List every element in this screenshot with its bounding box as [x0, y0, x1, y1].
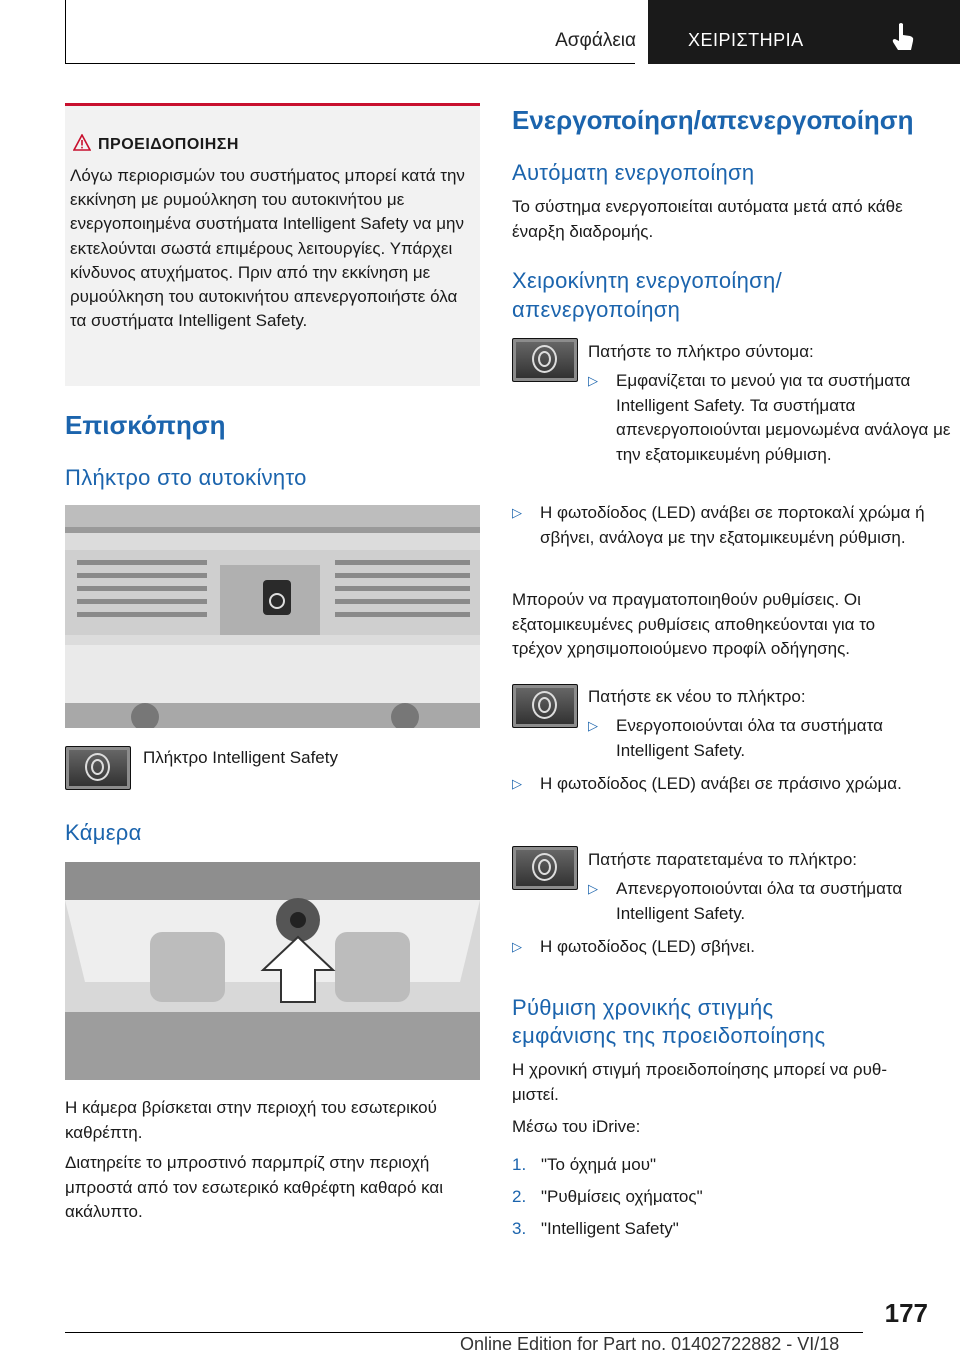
bullet-marker: ▷ [588, 881, 598, 896]
bullet-marker: ▷ [588, 373, 598, 388]
timing-text: Η χρονική στιγμή προειδοποίησης μπορεί να ρυθμιστεί. [512, 1060, 888, 1104]
hand-pointer-icon [890, 22, 916, 52]
dashboard-button-photo [65, 505, 480, 728]
manual-heading-line1: Χειροκίνητη ενεργοποίηση/ [512, 268, 782, 293]
header-rule-left [65, 0, 66, 64]
warning-title: ΠΡΟΕΙΔΟΠΟΙΗΣΗ [98, 136, 239, 153]
section-title: Ασφάλεια [555, 30, 636, 51]
idrive-text: Μέσω του iDrive: [512, 1117, 641, 1136]
warning-body: Λόγω περιορισμών του συστήματος μπορεί κατά την εκκίνηση με ρυμούλκηση του αυτοκινήτου με ενεργοποιημένα συστήματα Intelligent Safety να μην εκτελούνται σωστά επιμέρους λειτουργίες. Υπάρχει κίνδυνος ατυχήματος. Πριν από την εκκίνηση με ρυμούλκηση του αυτοκινήτου απενεργοποιήστε όλα τα συστήματα Intelligent Safety. [70, 166, 465, 331]
chapter-tab [648, 0, 960, 64]
bullet-marker: ▷ [512, 776, 522, 791]
camera-text-1: Η κάμερα βρίσκεται στην περιοχή του εσωτερικού καθρέπτη. [65, 1098, 437, 1142]
auto-text: Το σύστημα ενεργοποιείται αυτόματα μετά από κάθε έναρξη διαδρομής. [512, 197, 903, 241]
intelligent-safety-button-icon [512, 684, 578, 728]
edition-footer: Online Edition for Part no. 01402722882 - VI/18 [460, 1334, 840, 1354]
bullet-marker: ▷ [512, 939, 522, 954]
press-again-text: Πατήστε εκ νέου το πλήκτρο: [588, 687, 806, 706]
press-short-text: Πατήστε το πλήκτρο σύντομα: [588, 342, 814, 361]
bullet-marker: ▷ [512, 505, 522, 520]
bullet-marker: ▷ [588, 718, 598, 733]
intelligent-safety-button-icon [65, 746, 131, 790]
manual-heading-line2: απενεργοποίηση [512, 297, 681, 322]
auto-heading: Αυτόματη ενεργοποίηση [512, 160, 755, 185]
overview-heading: Επισκόπηση [65, 410, 226, 440]
camera-heading: Κάμερα [65, 820, 142, 845]
camera-text-2: Διατηρείτε το μπροστινό παρμπρίζ στην περιοχή μπροστά από τον εσωτερικό καθρέφτη καθαρό και ακάλυπτο. [65, 1153, 444, 1221]
camera-photo [65, 862, 480, 1080]
press-long-text: Πατήστε παρατεταμένα το πλήκτρο: [588, 850, 858, 869]
timing-heading-line2: εμφάνισης της προειδοποίησης [512, 1023, 826, 1048]
warning-triangle-icon [73, 134, 91, 151]
intelligent-safety-button-icon [512, 846, 578, 890]
button-heading: Πλήκτρο στο αυτοκίνητο [65, 465, 307, 490]
header-rule-bottom [65, 63, 635, 64]
main-heading: Ενεργοποίηση/απενεργοποίηση [512, 105, 914, 135]
footer-rule [65, 1332, 863, 1333]
warning-box [65, 103, 480, 386]
timing-heading-line1: Ρύθμιση χρονικής στιγμής [512, 995, 774, 1020]
button-caption: Πλήκτρο Intelligent Safety [143, 748, 338, 767]
chapter-title: ΧΕΙΡΙΣΤΗΡΙΑ [688, 30, 804, 50]
page-number: 177 [884, 1298, 928, 1328]
intelligent-safety-button-icon [512, 338, 578, 382]
settings-text: Μπορούν να πραγματοποιηθούν ρυθμίσεις. Οι εξατομικευμένες ρυθμίσεις αποθηκεύονται για το τρέχον χρησιμοποιούμενο προφίλ οδήγησης. [512, 590, 876, 658]
